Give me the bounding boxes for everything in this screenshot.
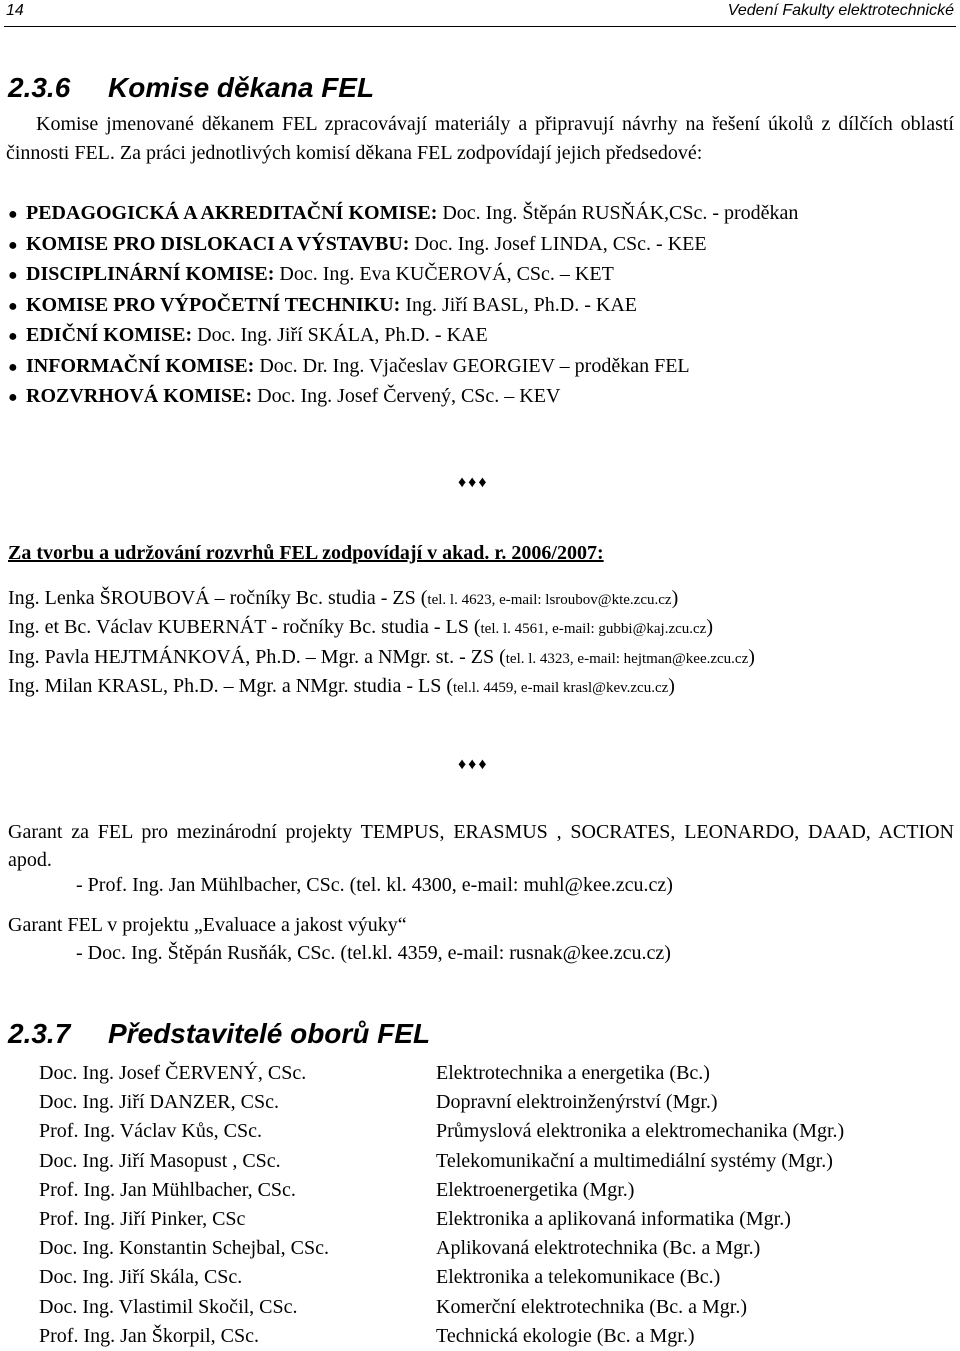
field-name: Komerční elektrotechnika (Bc. a Mgr.) [436,1295,747,1318]
list-item [39,1059,939,1088]
field-name: Dopravní elektroinženýrství (Mgr.) [436,1091,718,1114]
separator-diamonds-1: ♦♦♦ [458,474,489,491]
person-name: Prof. Ing. Václav Kůs, CSc. [39,1120,262,1143]
eval-guarantee-person: - Doc. Ing. Štěpán Rusňák, CSc. (tel.kl. 4359, e-mail: rusnak@kee.zcu.cz) [76,942,671,964]
intro-text: Komise jmenované děkanem FEL zpracovávají materiály a připravují návrhy na řešení úkolů z dílčích oblastí činnosti FEL. Za práci jednotlivých komisí děkana FEL zodpovídají jejich předsedové: [6,113,954,164]
list-item: Ing. Milan KRASL, Ph.D. – Mgr. a NMgr. studia - LS (tel.l. 4459, e-mail krasl@kev.zcu.cz) [8,674,675,697]
list-item: ● INFORMAČNÍ KOMISE: Doc. Dr. Ing. Vjačeslav GEORGIEV – proděkan FEL [8,351,798,382]
person-name: Doc. Ing. Josef ČERVENÝ, CSc. [39,1062,307,1084]
bullet-icon: ● [8,358,18,376]
list-item: ● PEDAGOGICKÁ A AKREDITAČNÍ KOMISE: Doc. Ing. Štěpán RUSŇÁK,CSc. - proděkan [8,198,798,229]
section-title: Komise děkana FEL [108,72,375,103]
person-name: Doc. Ing. Vlastimil Skočil, CSc. [39,1295,298,1318]
bullet-icon: ● [8,328,18,345]
list-item [39,1234,939,1263]
person-name: Prof. Ing. Jan Mühlbacher, CSc. [39,1178,296,1201]
section-heading-237 [8,1018,430,1050]
field-name: Elektronika a aplikovaná informatika (Mgr.) [436,1207,791,1230]
person-name: Doc. Ing. Konstantin Schejbal, CSc. [39,1237,329,1260]
bullet-icon: ● [8,206,18,223]
field-name: Telekomunikační a multimediální systémy (Mgr.) [436,1149,833,1172]
list-item: Ing. Lenka ŠROUBOVÁ – ročníky Bc. studia - ZS (tel. l. 4623, e-mail: lsroubov@kte.zcu.cz) [8,587,679,609]
person-name: Prof. Ing. Jan Škorpil, CSc. [39,1324,259,1347]
person-name: Doc. Ing. Jiří Masopust , CSc. [39,1149,281,1172]
section-title: Představitelé oborů FEL [108,1018,431,1049]
person-name: Doc. Ing. Jiří DANZER, CSc. [39,1091,279,1114]
bullet-icon: ● [8,267,18,284]
section-number: 2.3.7 [8,1018,71,1049]
field-name: Aplikovaná elektrotechnika (Bc. a Mgr.) [436,1237,761,1260]
list-item [39,1205,939,1234]
section-heading-236 [8,72,374,104]
bullet-icon: ● [8,236,18,254]
list-item: ● ROZVRHOVÁ KOMISE: Doc. Ing. Josef Červený, CSc. – KEV [8,381,798,412]
list-item: Ing. Pavla HEJTMÁNKOVÁ, Ph.D. – Mgr. a NMgr. st. - ZS (tel. l. 4323, e-mail: hejtman@kee.zcu.cz) [8,645,755,668]
page-header [0,0,960,30]
list-item [39,1117,939,1146]
list-item [39,1147,939,1176]
committees-intro [6,110,954,168]
field-name: Elektroenergetika (Mgr.) [436,1178,635,1201]
running-title: Vedení Fakulty elektrotechnické [727,2,954,19]
person-name: Doc. Ing. Jiří Skála, CSc. [39,1266,243,1289]
list-item: ● KOMISE PRO DISLOKACI A VÝSTAVBU: Doc. Ing. Josef LINDA, CSc. - KEE [8,229,798,260]
bullet-icon: ● [8,297,18,315]
list-item [39,1293,939,1322]
committee-list [8,198,798,412]
schedule-list [8,584,755,701]
section-number: 2.3.6 [8,72,71,103]
person-name: Prof. Ing. Jiří Pinker, CSc [39,1207,246,1230]
intl-guarantee-text: Garant za FEL pro mezinárodní projekty TEMPUS, ERASMUS , SOCRATES, LEONARDO, DAAD, ACTION apod. [8,821,954,871]
eval-guarantee-text: Garant FEL v projektu „Evaluace a jakost výuky“ [8,914,407,936]
field-name: Elektronika a telekomunikace (Bc.) [436,1266,721,1289]
field-name: Elektrotechnika a energetika (Bc.) [436,1062,710,1084]
list-item: ● KOMISE PRO VÝPOČETNÍ TECHNIKU: Ing. Jiří BASL, Ph.D. - KAE [8,290,798,321]
list-item [39,1088,939,1117]
list-item [39,1322,939,1351]
field-name: Technická ekologie (Bc. a Mgr.) [436,1324,695,1347]
header-rule [4,26,956,27]
list-item: Ing. et Bc. Václav KUBERNÁT - ročníky Bc. studia - LS (tel. l. 4561, e-mail: gubbi@kaj.zcu.cz) [8,616,714,639]
schedule-title: Za tvorbu a udržování rozvrhů FEL zodpovídají v akad. r. 2006/2007: [8,542,604,564]
list-item [39,1263,939,1292]
field-representatives-list [39,1059,939,1351]
separator-diamonds-2: ♦♦♦ [458,756,489,773]
intl-guarantee-person: - Prof. Ing. Jan Mühlbacher, CSc. (tel. kl. 4300, e-mail: muhl@kee.zcu.cz) [76,874,673,896]
page-number: 14 [6,2,24,19]
list-item: ● DISCIPLINÁRNÍ KOMISE: Doc. Ing. Eva KUČEROVÁ, CSc. – KET [8,259,798,290]
bullet-icon: ● [8,389,18,406]
list-item: ● EDIČNÍ KOMISE: Doc. Ing. Jiří SKÁLA, Ph.D. - KAE [8,320,798,351]
list-item [39,1176,939,1205]
field-name: Průmyslová elektronika a elektromechanika (Mgr.) [436,1120,845,1143]
